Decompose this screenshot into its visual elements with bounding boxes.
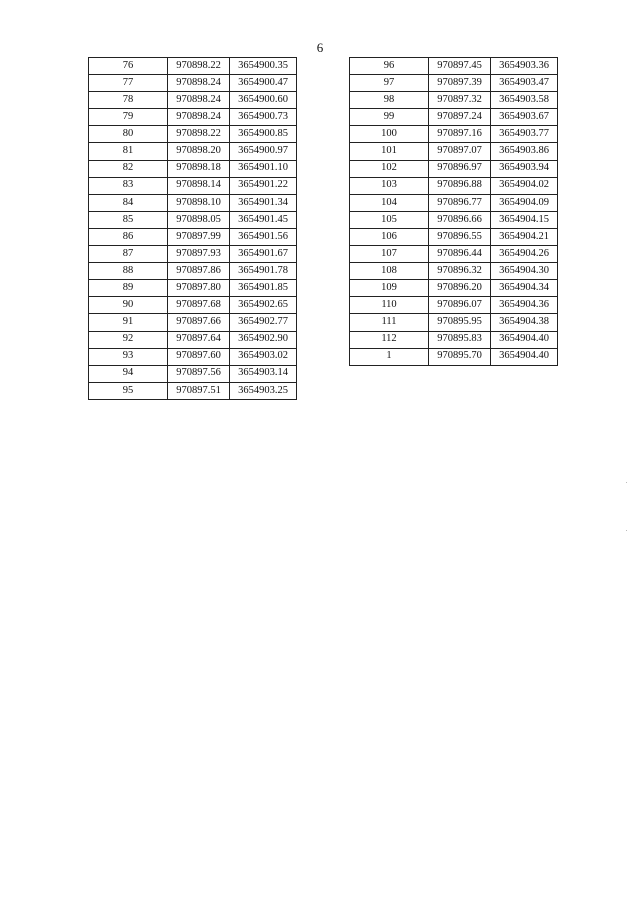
point-number-cell: 103 (350, 177, 429, 194)
x-coordinate-cell: 970897.86 (168, 263, 230, 280)
coordinates-table-left-body (89, 58, 297, 400)
table-row (350, 177, 558, 194)
y-coordinate-cell: 3654903.36 (491, 58, 558, 75)
y-coordinate-cell: 3654901.56 (230, 228, 297, 245)
table-row (350, 211, 558, 228)
coordinates-table-right-body (350, 58, 558, 366)
y-coordinate-cell: 3654901.10 (230, 160, 297, 177)
x-coordinate-cell: 970897.93 (168, 246, 230, 263)
x-coordinate-cell: 970896.77 (429, 194, 491, 211)
y-coordinate-cell: 3654904.02 (491, 177, 558, 194)
point-number-cell: 105 (350, 211, 429, 228)
x-coordinate-cell: 970897.99 (168, 228, 230, 245)
x-coordinate-cell: 970897.16 (429, 126, 491, 143)
y-coordinate-cell: 3654904.36 (491, 297, 558, 314)
x-coordinate-cell: 970896.97 (429, 160, 491, 177)
x-coordinate-cell: 970896.20 (429, 280, 491, 297)
y-coordinate-cell: 3654904.38 (491, 314, 558, 331)
x-coordinate-cell: 970898.20 (168, 143, 230, 160)
point-number-cell: 90 (89, 297, 168, 314)
page-number: 6 (316, 40, 324, 55)
point-number-cell: 84 (89, 194, 168, 211)
y-coordinate-cell: 3654900.47 (230, 75, 297, 92)
coordinates-table-right (349, 57, 558, 366)
point-number-cell: 104 (350, 194, 429, 211)
point-number-cell: 97 (350, 75, 429, 92)
x-coordinate-cell: 970897.64 (168, 331, 230, 348)
y-coordinate-cell: 3654903.67 (491, 109, 558, 126)
table-row (350, 194, 558, 211)
y-coordinate-cell: 3654901.78 (230, 263, 297, 280)
x-coordinate-cell: 970898.05 (168, 211, 230, 228)
x-coordinate-cell: 970896.44 (429, 246, 491, 263)
y-coordinate-cell: 3654903.58 (491, 92, 558, 109)
table-row (89, 297, 297, 314)
point-number-cell: 98 (350, 92, 429, 109)
x-coordinate-cell: 970897.60 (168, 348, 230, 365)
table-row (89, 58, 297, 75)
table-row (89, 228, 297, 245)
x-coordinate-cell: 970897.32 (429, 92, 491, 109)
table-row (350, 92, 558, 109)
point-number-cell: 100 (350, 126, 429, 143)
table-row (350, 348, 558, 365)
table-row (350, 143, 558, 160)
point-number-cell: 89 (89, 280, 168, 297)
table-row (89, 331, 297, 348)
table-row (350, 263, 558, 280)
point-number-cell: 80 (89, 126, 168, 143)
table-row (89, 382, 297, 399)
y-coordinate-cell: 3654901.45 (230, 211, 297, 228)
y-coordinate-cell: 3654900.60 (230, 92, 297, 109)
point-number-cell: 102 (350, 160, 429, 177)
x-coordinate-cell: 970897.45 (429, 58, 491, 75)
scan-speck (626, 530, 627, 531)
x-coordinate-cell: 970895.83 (429, 331, 491, 348)
table-row (350, 314, 558, 331)
y-coordinate-cell: 3654903.86 (491, 143, 558, 160)
y-coordinate-cell: 3654904.15 (491, 211, 558, 228)
x-coordinate-cell: 970895.70 (429, 348, 491, 365)
x-coordinate-cell: 970898.24 (168, 92, 230, 109)
table-row (89, 314, 297, 331)
point-number-cell: 76 (89, 58, 168, 75)
x-coordinate-cell: 970897.56 (168, 365, 230, 382)
x-coordinate-cell: 970898.24 (168, 109, 230, 126)
y-coordinate-cell: 3654902.77 (230, 314, 297, 331)
y-coordinate-cell: 3654904.09 (491, 194, 558, 211)
y-coordinate-cell: 3654902.90 (230, 331, 297, 348)
point-number-cell: 81 (89, 143, 168, 160)
table-row (89, 280, 297, 297)
point-number-cell: 108 (350, 263, 429, 280)
point-number-cell: 92 (89, 331, 168, 348)
table-row (89, 92, 297, 109)
point-number-cell: 95 (89, 382, 168, 399)
table-row (89, 109, 297, 126)
table-row (89, 365, 297, 382)
point-number-cell: 77 (89, 75, 168, 92)
y-coordinate-cell: 3654901.67 (230, 246, 297, 263)
x-coordinate-cell: 970898.14 (168, 177, 230, 194)
y-coordinate-cell: 3654903.94 (491, 160, 558, 177)
x-coordinate-cell: 970897.39 (429, 75, 491, 92)
x-coordinate-cell: 970897.07 (429, 143, 491, 160)
table-row (350, 246, 558, 263)
point-number-cell: 112 (350, 331, 429, 348)
y-coordinate-cell: 3654904.34 (491, 280, 558, 297)
table-row (89, 263, 297, 280)
point-number-cell: 111 (350, 314, 429, 331)
table-row (89, 160, 297, 177)
y-coordinate-cell: 3654900.35 (230, 58, 297, 75)
table-row (350, 297, 558, 314)
x-coordinate-cell: 970897.24 (429, 109, 491, 126)
y-coordinate-cell: 3654900.85 (230, 126, 297, 143)
x-coordinate-cell: 970898.18 (168, 160, 230, 177)
table-row (89, 126, 297, 143)
x-coordinate-cell: 970897.51 (168, 382, 230, 399)
table-row (89, 177, 297, 194)
y-coordinate-cell: 3654904.40 (491, 331, 558, 348)
x-coordinate-cell: 970896.88 (429, 177, 491, 194)
y-coordinate-cell: 3654900.97 (230, 143, 297, 160)
point-number-cell: 85 (89, 211, 168, 228)
x-coordinate-cell: 970898.22 (168, 58, 230, 75)
point-number-cell: 101 (350, 143, 429, 160)
y-coordinate-cell: 3654903.02 (230, 348, 297, 365)
point-number-cell: 88 (89, 263, 168, 280)
x-coordinate-cell: 970898.10 (168, 194, 230, 211)
scan-speck (626, 482, 627, 483)
point-number-cell: 86 (89, 228, 168, 245)
point-number-cell: 107 (350, 246, 429, 263)
x-coordinate-cell: 970897.80 (168, 280, 230, 297)
y-coordinate-cell: 3654904.30 (491, 263, 558, 280)
table-row (89, 194, 297, 211)
x-coordinate-cell: 970896.66 (429, 211, 491, 228)
x-coordinate-cell: 970896.07 (429, 297, 491, 314)
point-number-cell: 96 (350, 58, 429, 75)
point-number-cell: 83 (89, 177, 168, 194)
y-coordinate-cell: 3654904.40 (491, 348, 558, 365)
point-number-cell: 99 (350, 109, 429, 126)
point-number-cell: 1 (350, 348, 429, 365)
point-number-cell: 79 (89, 109, 168, 126)
y-coordinate-cell: 3654900.73 (230, 109, 297, 126)
table-row (350, 160, 558, 177)
y-coordinate-cell: 3654903.47 (491, 75, 558, 92)
y-coordinate-cell: 3654904.21 (491, 228, 558, 245)
table-row (89, 348, 297, 365)
table-row (89, 211, 297, 228)
y-coordinate-cell: 3654901.34 (230, 194, 297, 211)
point-number-cell: 78 (89, 92, 168, 109)
table-row (350, 58, 558, 75)
point-number-cell: 94 (89, 365, 168, 382)
point-number-cell: 109 (350, 280, 429, 297)
table-row (350, 75, 558, 92)
point-number-cell: 93 (89, 348, 168, 365)
x-coordinate-cell: 970898.22 (168, 126, 230, 143)
point-number-cell: 82 (89, 160, 168, 177)
x-coordinate-cell: 970898.24 (168, 75, 230, 92)
table-row (350, 109, 558, 126)
y-coordinate-cell: 3654901.22 (230, 177, 297, 194)
table-row (89, 143, 297, 160)
x-coordinate-cell: 970896.32 (429, 263, 491, 280)
table-row (350, 331, 558, 348)
y-coordinate-cell: 3654902.65 (230, 297, 297, 314)
y-coordinate-cell: 3654903.77 (491, 126, 558, 143)
coordinates-table-left (88, 57, 297, 400)
point-number-cell: 91 (89, 314, 168, 331)
y-coordinate-cell: 3654904.26 (491, 246, 558, 263)
point-number-cell: 106 (350, 228, 429, 245)
table-row (89, 246, 297, 263)
table-row (350, 228, 558, 245)
table-row (350, 280, 558, 297)
x-coordinate-cell: 970897.66 (168, 314, 230, 331)
x-coordinate-cell: 970895.95 (429, 314, 491, 331)
table-row (350, 126, 558, 143)
y-coordinate-cell: 3654903.14 (230, 365, 297, 382)
point-number-cell: 87 (89, 246, 168, 263)
table-row (89, 75, 297, 92)
x-coordinate-cell: 970896.55 (429, 228, 491, 245)
x-coordinate-cell: 970897.68 (168, 297, 230, 314)
point-number-cell: 110 (350, 297, 429, 314)
y-coordinate-cell: 3654903.25 (230, 382, 297, 399)
y-coordinate-cell: 3654901.85 (230, 280, 297, 297)
